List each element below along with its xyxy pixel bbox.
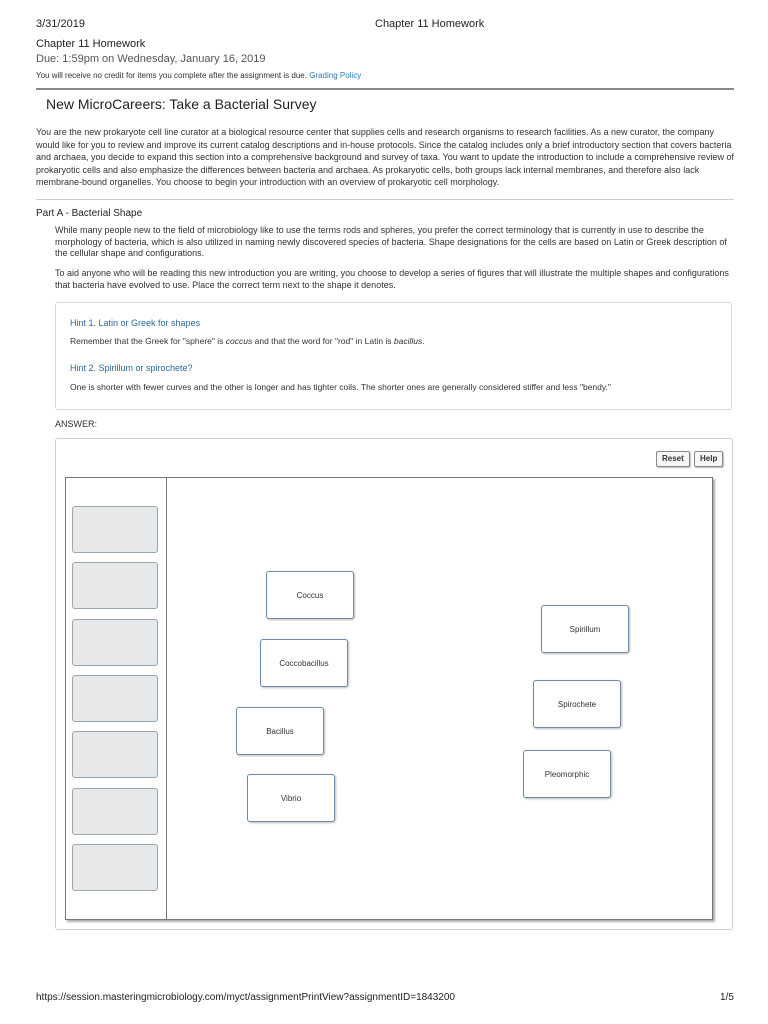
hint-1-text-c: .	[422, 336, 425, 346]
problem-title: New MicroCareers: Take a Bacterial Survey	[46, 96, 317, 112]
drop-target-column	[66, 478, 167, 919]
label-spirillum[interactable]: Spirillum	[541, 605, 629, 653]
part-a-paragraph-1: While many people new to the field of microbiology like to use the terms rods and spheres, you prefer the correct terminology that is currently in use to describe the morphology of bacteria, which is also utilized in naming newly discovered species of bacteria. Shape designations for the cells are based on Latin or Greek description of the cellular shape and configurations.	[55, 225, 727, 258]
hint-1-text	[70, 336, 425, 346]
label-spirochete[interactable]: Spirochete	[533, 680, 621, 728]
drop-target-6[interactable]	[72, 788, 158, 835]
hints-box	[55, 302, 732, 410]
label-pleomorphic[interactable]: Pleomorphic	[523, 750, 611, 798]
due-date: Due: 1:59pm on Wednesday, January 16, 2019	[36, 53, 266, 65]
help-button[interactable]: Help	[694, 451, 723, 467]
drop-target-5[interactable]	[72, 731, 158, 778]
label-bacillus[interactable]: Bacillus	[236, 707, 324, 755]
part-a-paragraph-2: To aid anyone who will be reading this new introduction you are writing, you choose to develop a series of figures that will illustrate the multiple shapes and configurations that bacteria have evolved to use. Place the correct term next to the shape it denotes.	[55, 268, 729, 290]
print-date: 3/31/2019	[36, 18, 85, 30]
reset-button[interactable]: Reset	[656, 451, 690, 467]
hint-2-text: One is shorter with fewer curves and the other is longer and has tighter coils. The shorter ones are generally considered stiffer and less "bendy."	[70, 382, 611, 392]
drag-drop-workspace	[65, 477, 713, 920]
part-a-title: Part A - Bacterial Shape	[36, 208, 143, 219]
hint-1-title[interactable]: Hint 1. Latin or Greek for shapes	[70, 318, 201, 328]
label-coccobacillus[interactable]: Coccobacillus	[260, 639, 348, 687]
print-header-title: Chapter 11 Homework	[375, 18, 485, 30]
problem-intro: You are the new prokaryote cell line curator at a biological resource center that supplies cells and research organisms to research facilities. As a new curator, the company would like for you to review and improve its current catalog descriptions and in-house protocols. Since the catalog includes only a brief introductory section that covers bacteria and archaea, you decide to expand this section into a comprehensive background and survey of taxa. You want to update the introduction to include a comprehensive review of prokaryotic cells and also emphasize the differences between bacteria and archaea. As prokaryotic cells, both groups lack internal membranes, and therefore also lack membrane-bound organelles. You choose to begin your introduction with an overview of prokaryotic cell morphology.	[36, 127, 734, 187]
assignment-title: Chapter 11 Homework	[36, 38, 146, 50]
page-number: 1/5	[720, 992, 734, 1003]
credit-note-text: You will receive no credit for items you complete after the assignment is due.	[36, 71, 307, 80]
part-divider	[36, 199, 734, 200]
label-coccus[interactable]: Coccus	[266, 571, 354, 619]
answer-label: ANSWER:	[55, 419, 98, 429]
drop-target-3[interactable]	[72, 619, 158, 666]
hint-1-text-b: and that the word for "rod" in Latin is	[252, 336, 394, 346]
hint-1-term-bacillus: bacillus	[393, 336, 423, 346]
label-vibrio[interactable]: Vibrio	[247, 774, 335, 822]
drop-target-2[interactable]	[72, 562, 158, 609]
footer-url: https://session.masteringmicrobiology.com/myct/assignmentPrintView?assignmentID=1843200	[36, 992, 455, 1003]
hint-2-title[interactable]: Hint 2. Spirillum or spirochete?	[70, 363, 193, 373]
grading-policy-link[interactable]: Grading Policy	[309, 71, 362, 80]
drop-target-4[interactable]	[72, 675, 158, 722]
drop-target-7[interactable]	[72, 844, 158, 891]
drop-target-1[interactable]	[72, 506, 158, 553]
credit-note	[36, 71, 361, 80]
hint-1-term-coccus: coccus	[225, 336, 253, 346]
hint-1-text-a: Remember that the Greek for "sphere" is	[70, 336, 226, 346]
header-divider	[36, 88, 734, 90]
answer-panel	[55, 438, 733, 930]
